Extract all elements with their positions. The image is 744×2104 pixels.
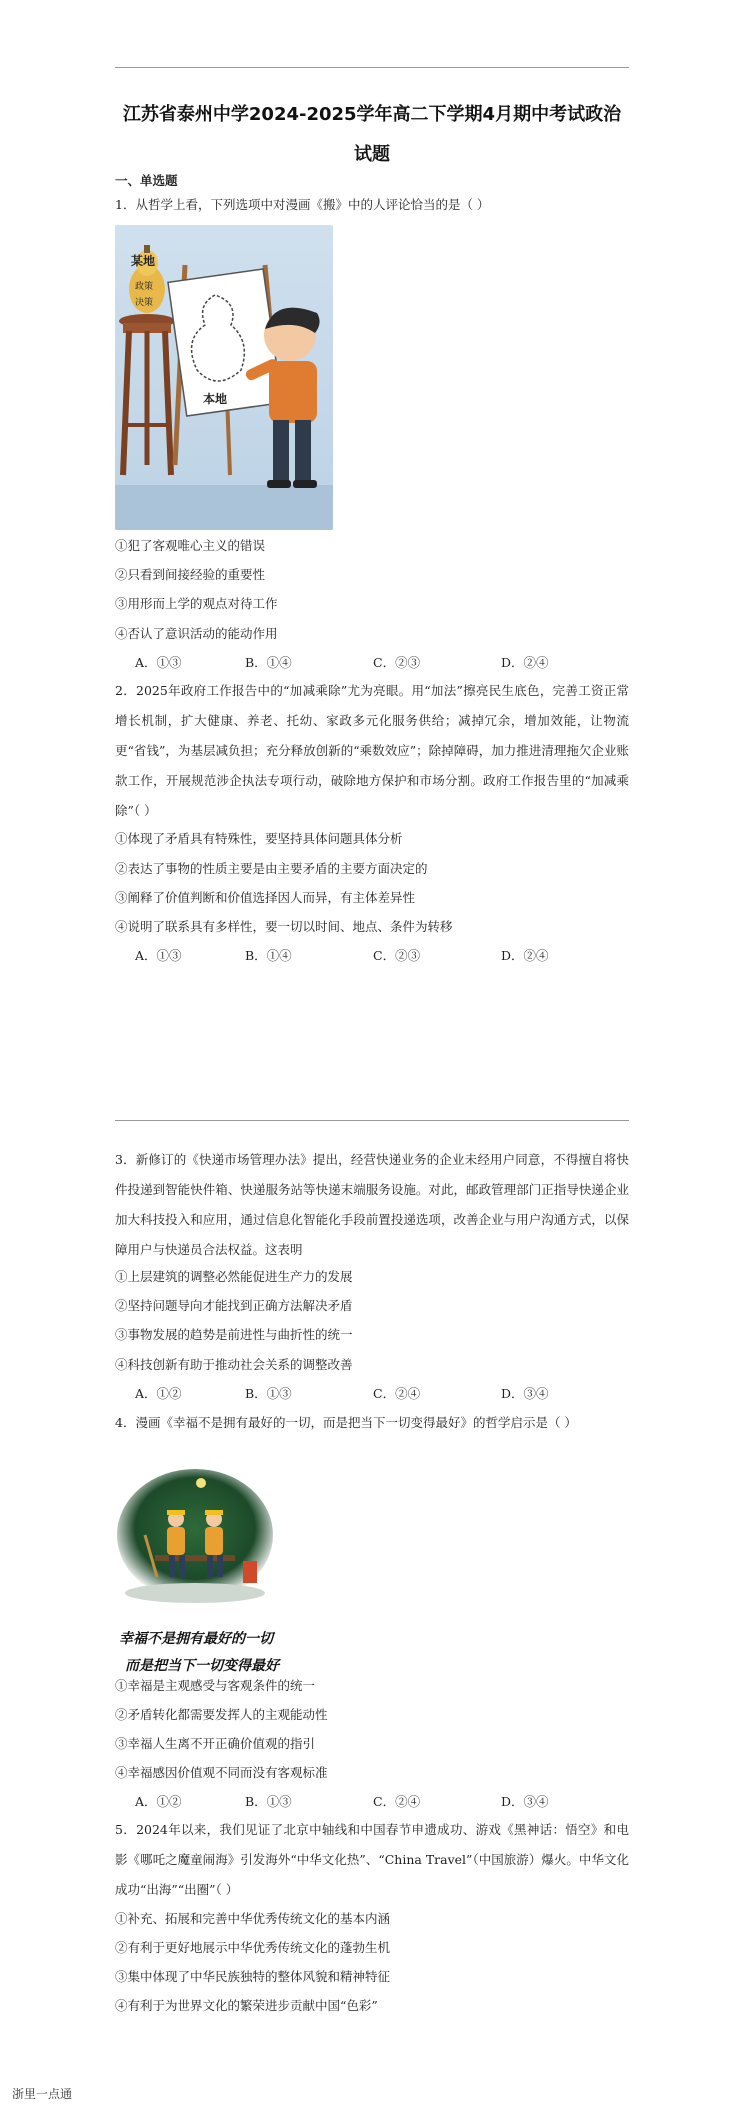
- handwriting-line1: 幸福不是拥有最好的一切: [119, 1631, 273, 1647]
- page-break-rule: [115, 1120, 629, 1121]
- q4-option-1: ①幸福是主观感受与客观条件的统一: [115, 1678, 316, 1693]
- q2-stem: 2．2025年政府工作报告中的“加减乘除”尤为亮眼。用“加法”擦亮民生底色，完善工资正常增长机制，扩大健康、养老、托幼、家政多元化服务供给；减掉冗余，增加效能，让物流更“省钱”，为基层减负担；充分释放创新的“乘数效应”；除掉障碍，加力推进清理拖欠企业账款工作，开展规范涉企执法专项行动，破除地方保护和市场分割。政府工作报告里的“加减乘除”（ ）: [115, 683, 629, 818]
- q3-choice-a[interactable]: A．①②: [135, 1386, 182, 1401]
- q4-option-2: ②矛盾转化都需要发挥人的主观能动性: [115, 1707, 328, 1722]
- cartoon-label-bendi: 本地: [203, 392, 228, 406]
- handwriting-line2: 而是把当下一切变得最好: [125, 1658, 279, 1674]
- q5-option-1: ①补充、拓展和完善中华优秀传统文化的基本内涵: [115, 1911, 391, 1926]
- q4-choice-d[interactable]: D．③④: [501, 1794, 549, 1809]
- q2-option-1: ①体现了矛盾具有特殊性，要坚持具体问题具体分析: [115, 831, 403, 846]
- page-title: 江苏省泰州中学2024-2025学年高二下学期4月期中考试政治: [122, 104, 622, 125]
- q3-choice-d[interactable]: D．③④: [501, 1386, 549, 1401]
- q2-option-2: ②表达了事物的性质主要是由主要矛盾的主要方面决定的: [115, 861, 428, 876]
- q2-choice-c[interactable]: C．②③: [373, 948, 421, 963]
- q2-option-3: ③阐释了价值判断和价值选择因人而异，有主体差异性: [115, 890, 416, 905]
- q1-option-4: ④否认了意识活动的能动作用: [115, 626, 278, 641]
- q3-choices: [135, 1385, 615, 1403]
- q1-choice-b[interactable]: B．①④: [245, 655, 292, 670]
- q1-option-1: ①犯了客观唯心主义的错误: [115, 538, 266, 553]
- q5-option-3: ③集中体现了中华民族独特的整体风貌和精神特征: [115, 1969, 391, 1984]
- cartoon-label-zhengce: 政策: [135, 282, 154, 292]
- q2-choice-b[interactable]: B．①④: [245, 948, 292, 963]
- q2-choices: [135, 947, 615, 965]
- q3-option-3: ③事物发展的趋势是前进性与曲折性的统一: [115, 1327, 353, 1342]
- q1-option-3: ③用形而上学的观点对待工作: [115, 596, 278, 611]
- q4-stem: 4．漫画《幸福不是拥有最好的一切，而是把当下一切变得最好》的哲学启示是（ ）: [115, 1415, 577, 1430]
- cartoon-label-juece: 决策: [135, 298, 154, 308]
- q4-option-4: ④幸福感因价值观不同而没有客观标准: [115, 1765, 328, 1780]
- q2-option-4: ④说明了联系具有多样性，要一切以时间、地点、条件为转移: [115, 919, 453, 934]
- cartoon-label-moudi: 某地: [131, 254, 156, 268]
- q1-stem: 1．从哲学上看，下列选项中对漫画《搬》中的人评论恰当的是（ ）: [115, 197, 490, 212]
- q1-choice-d[interactable]: D．②④: [501, 655, 549, 670]
- q2-choice-a[interactable]: A．①③: [135, 948, 182, 963]
- q3-option-1: ①上层建筑的调整必然能促进生产力的发展: [115, 1269, 353, 1284]
- q3-option-4: ④科技创新有助于推动社会关系的调整改善: [115, 1357, 353, 1372]
- q3-stem: 3．新修订的《快递市场管理办法》提出，经营快递业务的企业未经用户同意，不得擅自将快件投递到智能快件箱、快递服务站等快递末端服务设施。对此，邮政管理部门正指导快递企业加大科技投入和应用，通过信息化智能化手段前置投递选项，改善企业与用户沟通方式，以保障用户与快递员合法权益。这表明: [115, 1152, 629, 1257]
- q5-option-4: ④有利于为世界文化的繁荣进步贡献中国“色彩”: [115, 1998, 378, 2013]
- q5-stem: 5．2024年以来，我们见证了北京中轴线和中国春节申遗成功、游戏《黑神话：悟空》和电影《哪吒之魔童闹海》引发海外“中华文化热”、“China Travel”（中国旅游）爆火。中华文化成功“出海”“出圈”（ ）: [115, 1822, 629, 1897]
- section-heading: 一、单选题: [115, 173, 178, 188]
- footer-brand: 浙里一点通: [12, 2087, 73, 2101]
- q4-choice-c[interactable]: C．②④: [373, 1794, 421, 1809]
- q1-option-2: ②只看到间接经验的重要性: [115, 567, 266, 582]
- q1-choice-c[interactable]: C．②③: [373, 655, 421, 670]
- q4-option-3: ③幸福人生离不开正确价值观的指引: [115, 1736, 316, 1751]
- q4-choice-a[interactable]: A．①②: [135, 1794, 182, 1809]
- top-rule: [115, 67, 629, 68]
- q4-choices: [135, 1793, 615, 1811]
- q3-choice-c[interactable]: C．②④: [373, 1386, 421, 1401]
- page-title-line2: 试题: [354, 144, 390, 165]
- q1-choice-a[interactable]: A．①③: [135, 655, 182, 670]
- q2-choice-d[interactable]: D．②④: [501, 948, 549, 963]
- q3-option-2: ②坚持问题导向才能找到正确方法解决矛盾: [115, 1298, 353, 1313]
- q1-choices: [135, 654, 615, 672]
- q5-option-2: ②有利于更好地展示中华优秀传统文化的蓬勃生机: [115, 1940, 391, 1955]
- cartoon-happiness-image: [115, 1465, 305, 1687]
- q3-choice-b[interactable]: B．①③: [245, 1386, 292, 1401]
- cartoon-ban-image: [115, 225, 333, 530]
- q4-choice-b[interactable]: B．①③: [245, 1794, 292, 1809]
